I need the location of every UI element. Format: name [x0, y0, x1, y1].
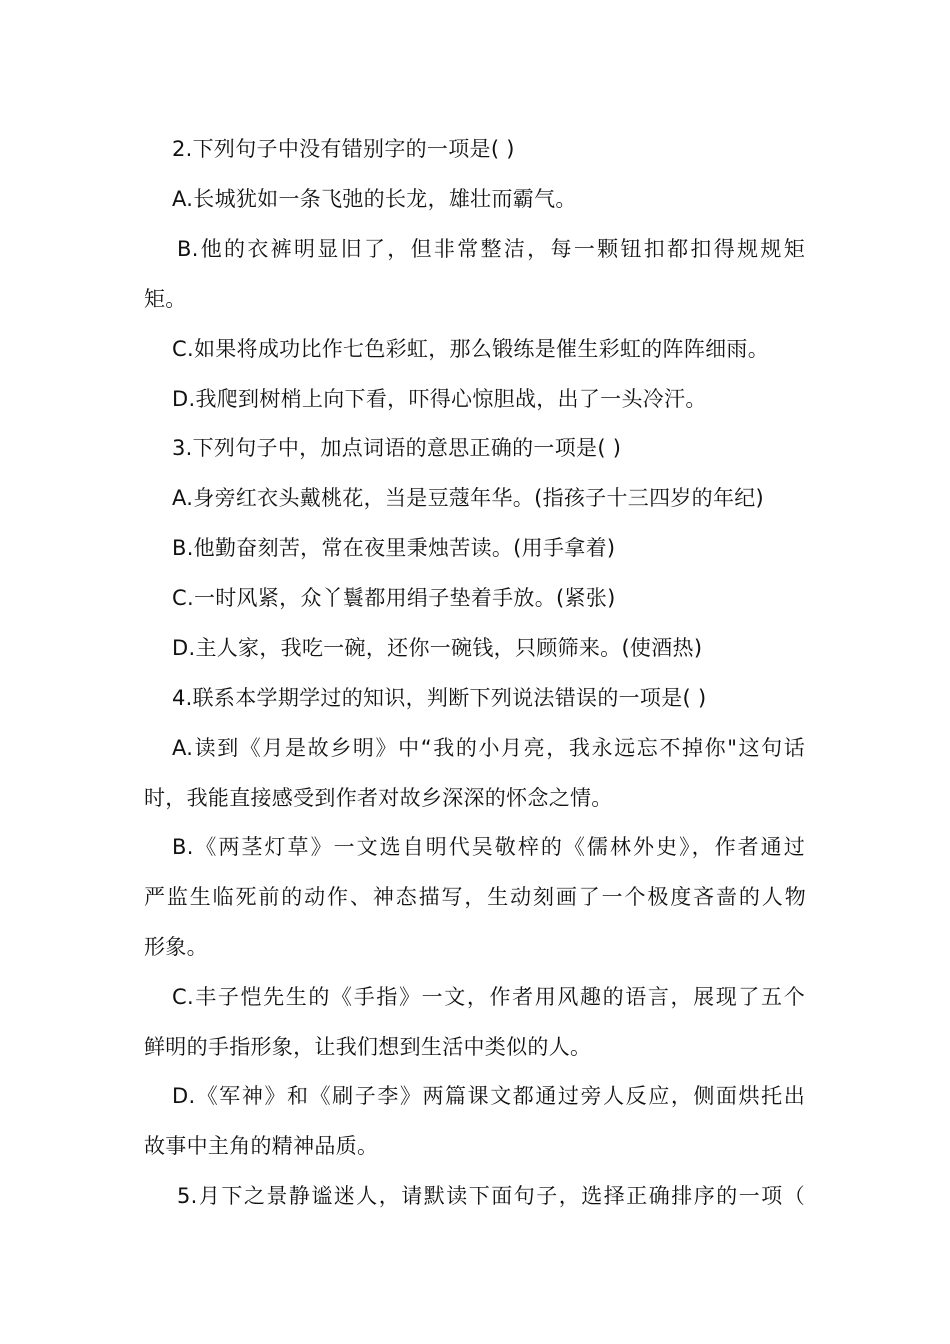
question-3-option-a: A.身旁红衣头戴桃花，当是豆蔻年华。(指孩子十三四岁的年纪): [172, 486, 765, 510]
question-2-option-d: D.我爬到树梢上向下看，吓得心惊胆战，出了一头冷汗。: [172, 387, 707, 411]
question-3-option-b: B.他勤奋刻苦，常在夜里秉烛苦读。(用手拿着): [172, 536, 616, 560]
question-3-option-d: D.主人家，我吃一碗，还你一碗钱，只顾筛来。(使酒热): [172, 636, 703, 660]
question-4-option-b-line-1: B.《两茎灯草》一文选自明代吴敬梓的《儒林外史》，作者通过: [172, 835, 805, 859]
question-2-option-a: A.长城犹如一条飞弛的长龙，雄壮而霸气。: [172, 187, 577, 211]
question-4-option-d-line-2: 故事中主角的精神品质。: [144, 1134, 379, 1158]
question-3-option-c: C.一时风紧，众丫鬟都用绢子垫着手放。(紧张): [172, 586, 616, 610]
question-2-stem: 2.下列句子中没有错别字的一项是( ): [172, 137, 515, 161]
question-4-option-c-line-2: 鲜明的手指形象，让我们想到生活中类似的人。: [144, 1035, 592, 1059]
question-5-stem: 5.月下之景静谧迷人，请默读下面句子，选择正确排序的一项（: [177, 1184, 805, 1208]
question-4-option-a-line-1: A.读到《月是故乡明》中“我的小月亮，我永远忘不掉你"这句话: [172, 736, 805, 760]
question-3-stem: 3.下列句子中，加点词语的意思正确的一项是( ): [172, 436, 622, 460]
question-4-option-b-line-2: 严监生临死前的动作、神态描写，生动刻画了一个极度吝啬的人物: [144, 885, 806, 909]
question-4-option-c-line-1: C.丰子恺先生的《手指》一文，作者用风趣的语言，展现了五个: [172, 985, 805, 1009]
question-2-option-b-line-2: 矩。: [144, 287, 187, 311]
question-4-option-a-line-2: 时，我能直接感受到作者对故乡深深的怀念之情。: [144, 786, 613, 810]
question-4-stem: 4.联系本学期学过的知识，判断下列说法错误的一项是( ): [172, 686, 707, 710]
question-2-option-c: C.如果将成功比作七色彩虹，那么锻练是催生彩虹的阵阵细雨。: [172, 337, 770, 361]
question-4-option-b-line-3: 形象。: [144, 935, 208, 959]
question-2-option-b-line-1: B.他的衣裤明显旧了，但非常整洁，每一颗钮扣都扣得规规矩: [177, 237, 805, 261]
question-4-option-d-line-1: D.《军神》和《刷子李》两篇课文都通过旁人反应，侧面烘托出: [172, 1084, 805, 1108]
